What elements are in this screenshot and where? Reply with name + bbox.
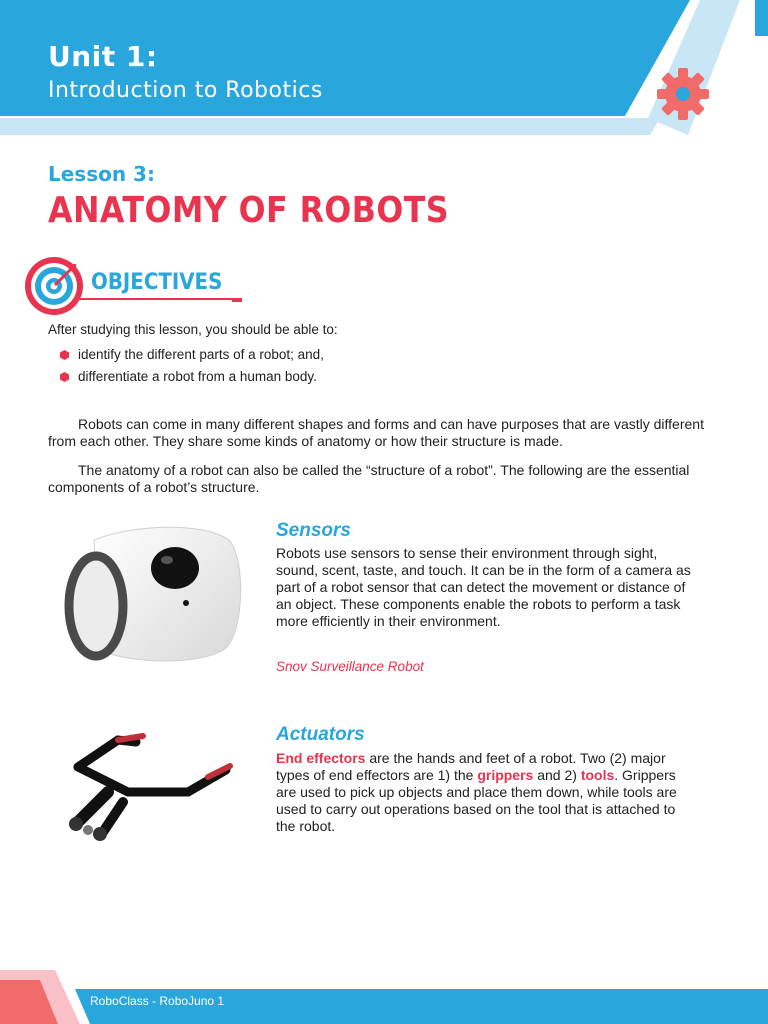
body-paragraph: The anatomy of a robot can also be called the “structure of a robot”. The following are the essential components of a robot’s structure.	[48, 462, 690, 495]
gear-icon	[655, 66, 711, 122]
list-item: differentiate a robot from a human body.	[60, 366, 324, 388]
objectives-list	[60, 344, 324, 388]
objectives-heading: OBJECTIVES	[91, 270, 223, 295]
sensors-text: Robots use sensors to sense their environment through sight, sound, scent, taste, and touch. It can be in the form of a camera as part of a robot sensor that can detect the movement or distance of an object. These components enable the robots to perform a task more efficiently in their environment.	[276, 545, 691, 629]
lesson-title: ANATOMY OF ROBOTS	[48, 190, 450, 231]
image-caption: Snov Surveillance Robot	[276, 659, 424, 674]
objectives-underline	[60, 298, 242, 302]
bullet-icon	[60, 350, 69, 360]
list-item: identify the different parts of a robot; and,	[60, 344, 324, 366]
lesson-number: Lesson 3:	[48, 162, 155, 186]
actuators-text: End effectors are the hands and feet of a robot. Two (2) major types of end effectors are 1) the grippers and 2) tools. Grippers are used to pick up objects and place them down, while tools are used to carry out operations based on the tool that is attached to the robot.	[276, 750, 677, 834]
footer-text: RoboClass - RoboJuno 1	[90, 994, 225, 1008]
term-end-effectors: End effectors	[276, 750, 366, 766]
actuators-heading: Actuators	[276, 724, 365, 745]
surveillance-robot-image	[54, 520, 244, 665]
target-icon	[24, 256, 84, 316]
body-paragraph: Robots can come in many different shapes and forms and can have purposes that are vastly different from each other. They share some kinds of anatomy or how their structure is made.	[48, 416, 704, 449]
unit-title: Unit 1:	[48, 40, 158, 73]
term-tools: tools	[580, 767, 615, 783]
unit-subtitle: Introduction to Robotics	[48, 78, 323, 103]
objectives-intro: After studying this lesson, you should be able to:	[48, 322, 338, 337]
gripper-image	[48, 722, 238, 852]
sensors-heading: Sensors	[276, 520, 351, 541]
term-grippers: grippers	[477, 767, 534, 783]
bullet-icon	[60, 372, 69, 382]
